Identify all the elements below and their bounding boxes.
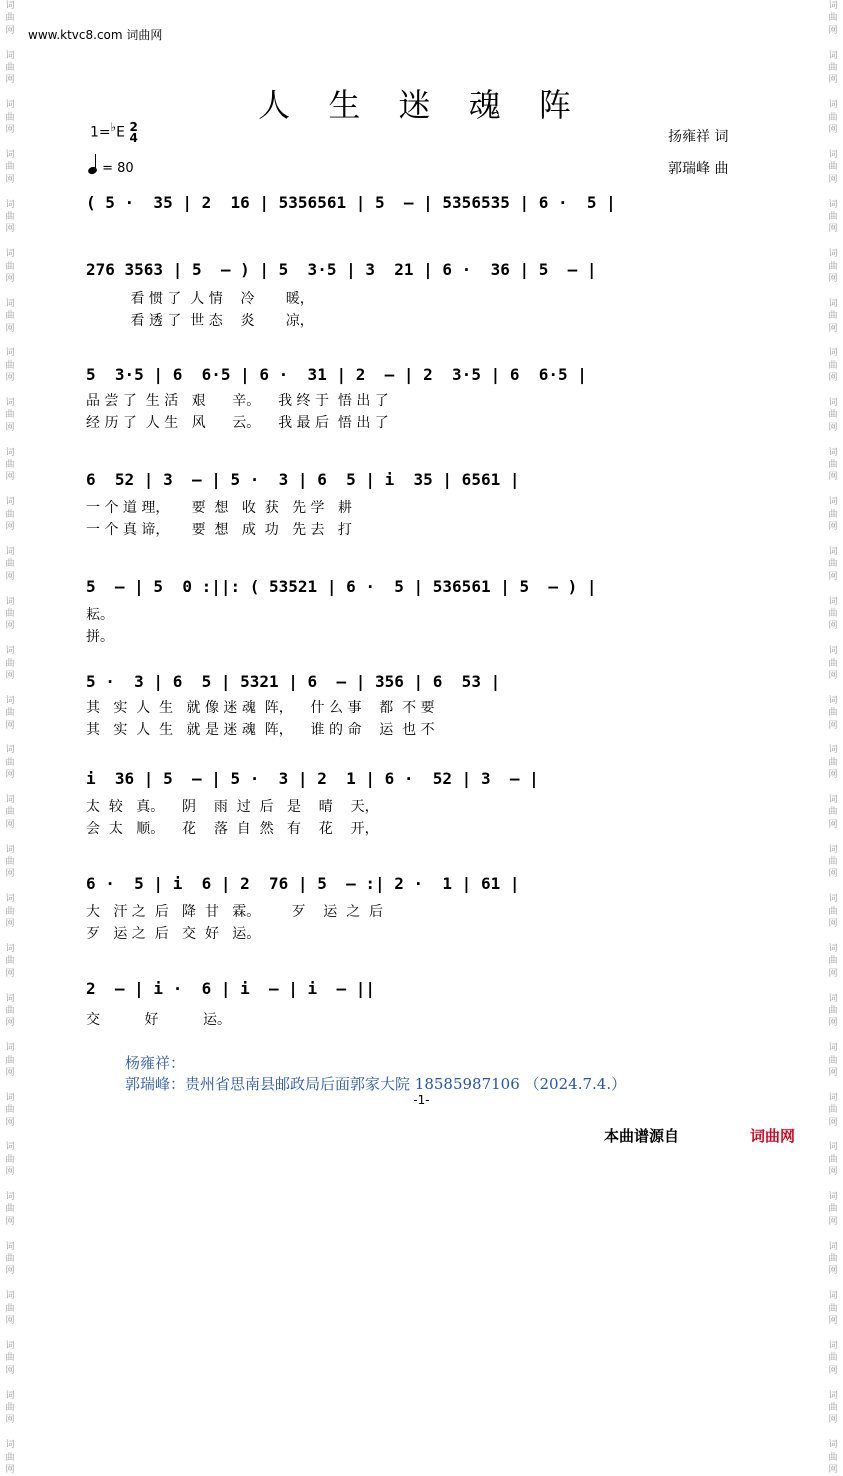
time-signature	[129, 119, 138, 145]
key-signature	[90, 120, 138, 144]
quarter-note-icon	[87, 166, 98, 176]
lyrics-line-9-verse-1: 交 好 运。	[86, 1012, 232, 1028]
lyrics-line-4-verse-2: 一 个 真 谛， 要 想 成 功 先 去 打	[86, 522, 352, 538]
quarter-note-stem	[95, 154, 96, 168]
key-letter: E	[116, 124, 125, 141]
key-prefix: 1=	[90, 124, 111, 141]
lyrics-line-2-verse-2: 看 透 了 世 态 炎 凉，	[86, 313, 314, 329]
score-line-9: 2 – | i · 6 | i – | i – ||	[86, 979, 375, 998]
lyrics-line-7-verse-2: 会 太 顺。 花 落 自 然 有 花 开，	[86, 821, 379, 837]
site-url[interactable]: www.ktvc8.com 词曲网	[28, 28, 163, 42]
score-line-4: 6 52 | 3 – | 5 · 3 | 6 5 | i 35 | 6561 |	[86, 470, 520, 489]
score-line-3: 5 3·5 | 6 6·5 | 6 · 31 | 2 – | 2 3·5 | 6 6·5 |	[86, 365, 587, 384]
lyrics-line-5-verse-2: 拼。	[86, 629, 114, 645]
score-line-7: i 36 | 5 – | 5 · 3 | 2 1 | 6 · 52 | 3 – |	[86, 769, 539, 788]
lyrics-line-8-verse-1: 大 汗 之 后 降 甘 霖。 歹 运 之 后	[86, 904, 384, 920]
page-number: -1-	[413, 1093, 430, 1107]
composer-credit: 郭瑞峰 曲	[668, 161, 729, 177]
contact-lyricist: 杨雍祥：	[125, 1054, 186, 1072]
score-line-5: 5 – | 5 0 :||: ( 53521 | 6 · 5 | 536561 | 5 – ) |	[86, 577, 597, 596]
time-bottom: 4	[129, 130, 138, 145]
tempo-value: = 80	[102, 161, 134, 176]
lyrics-line-4-verse-1: 一 个 道 理， 要 想 收 获 先 学 耕	[86, 500, 352, 516]
lyrics-line-3-verse-2: 经 历 了 人 生 风 云。 我 最 后 悟 出 了	[86, 415, 389, 431]
lyrics-line-5-verse-1: 耘。	[86, 607, 114, 623]
side-watermark-left: 词 曲 网 词 曲 网 词 曲 网 词 曲 网 词 曲 网 词 曲 网 词 曲 网 词 曲 网 词 曲 网 词 曲 网 词 曲 网 词 曲 网 词 曲 网 词 曲 网 词 曲 网 词 曲 网 词 曲 网 词 曲 网 词 曲 网 词 曲 网 词 曲 网 词 曲 网 词 曲 网 词 曲 网 词 曲 网 词 曲 网 词 曲 网 词 曲 网 词 曲 网 词 曲 网	[5, 1, 15, 1475]
flat-sign: ♭	[110, 120, 117, 134]
source-brand-link[interactable]: 词曲网	[750, 1127, 796, 1145]
source-label: 本曲谱源自	[604, 1127, 680, 1145]
lyrics-line-6-verse-2: 其 实 人 生 就 是 迷 魂 阵， 谁 的 命 运 也 不	[86, 722, 435, 738]
score-line-2: 276 3563 | 5 – ) | 5 3·5 | 3 21 | 6 · 36 | 5 – |	[86, 260, 597, 279]
lyrics-line-6-verse-1: 其 实 人 生 就 像 迷 魂 阵， 什 么 事 都 不 要	[86, 700, 435, 716]
tempo-marking	[88, 158, 134, 176]
time-top: 2	[129, 119, 138, 134]
song-title: 人 生 迷 魂 阵	[258, 86, 585, 124]
lyrics-line-2-verse-1: 看 惯 了 人 情 冷 暖，	[86, 291, 314, 307]
score-line-1: ( 5 · 35 | 2 16 | 5356561 | 5 – | 5356535 | 6 · 5 |	[86, 193, 616, 212]
lyrics-line-7-verse-1: 太 较 真。 阴 雨 过 后 是 晴 天，	[86, 799, 379, 815]
lyrics-line-3-verse-1: 品 尝 了 生 活 艰 辛。 我 终 于 悟 出 了	[86, 393, 389, 409]
score-line-8: 6 · 5 | i 6 | 2 76 | 5 – :| 2 · 1 | 61 |	[86, 874, 520, 893]
lyrics-line-8-verse-2: 歹 运 之 后 交 好 运。	[86, 926, 261, 942]
contact-composer: 郭瑞峰：贵州省思南县邮政局后面郭家大院 18585987106 （2024.7.4.）	[125, 1075, 627, 1093]
lyricist-credit: 扬雍祥 词	[668, 129, 729, 145]
score-line-6: 5 · 3 | 6 5 | 5321 | 6 – | 356 | 6 53 |	[86, 672, 501, 691]
side-watermark-right: 词 曲 网 词 曲 网 词 曲 网 词 曲 网 词 曲 网 词 曲 网 词 曲 网 词 曲 网 词 曲 网 词 曲 网 词 曲 网 词 曲 网 词 曲 网 词 曲 网 词 曲 网 词 曲 网 词 曲 网 词 曲 网 词 曲 网 词 曲 网 词 曲 网 词 曲 网 词 曲 网 词 曲 网 词 曲 网 词 曲 网 词 曲 网 词 曲 网 词 曲 网 词 曲 网	[828, 1, 838, 1475]
